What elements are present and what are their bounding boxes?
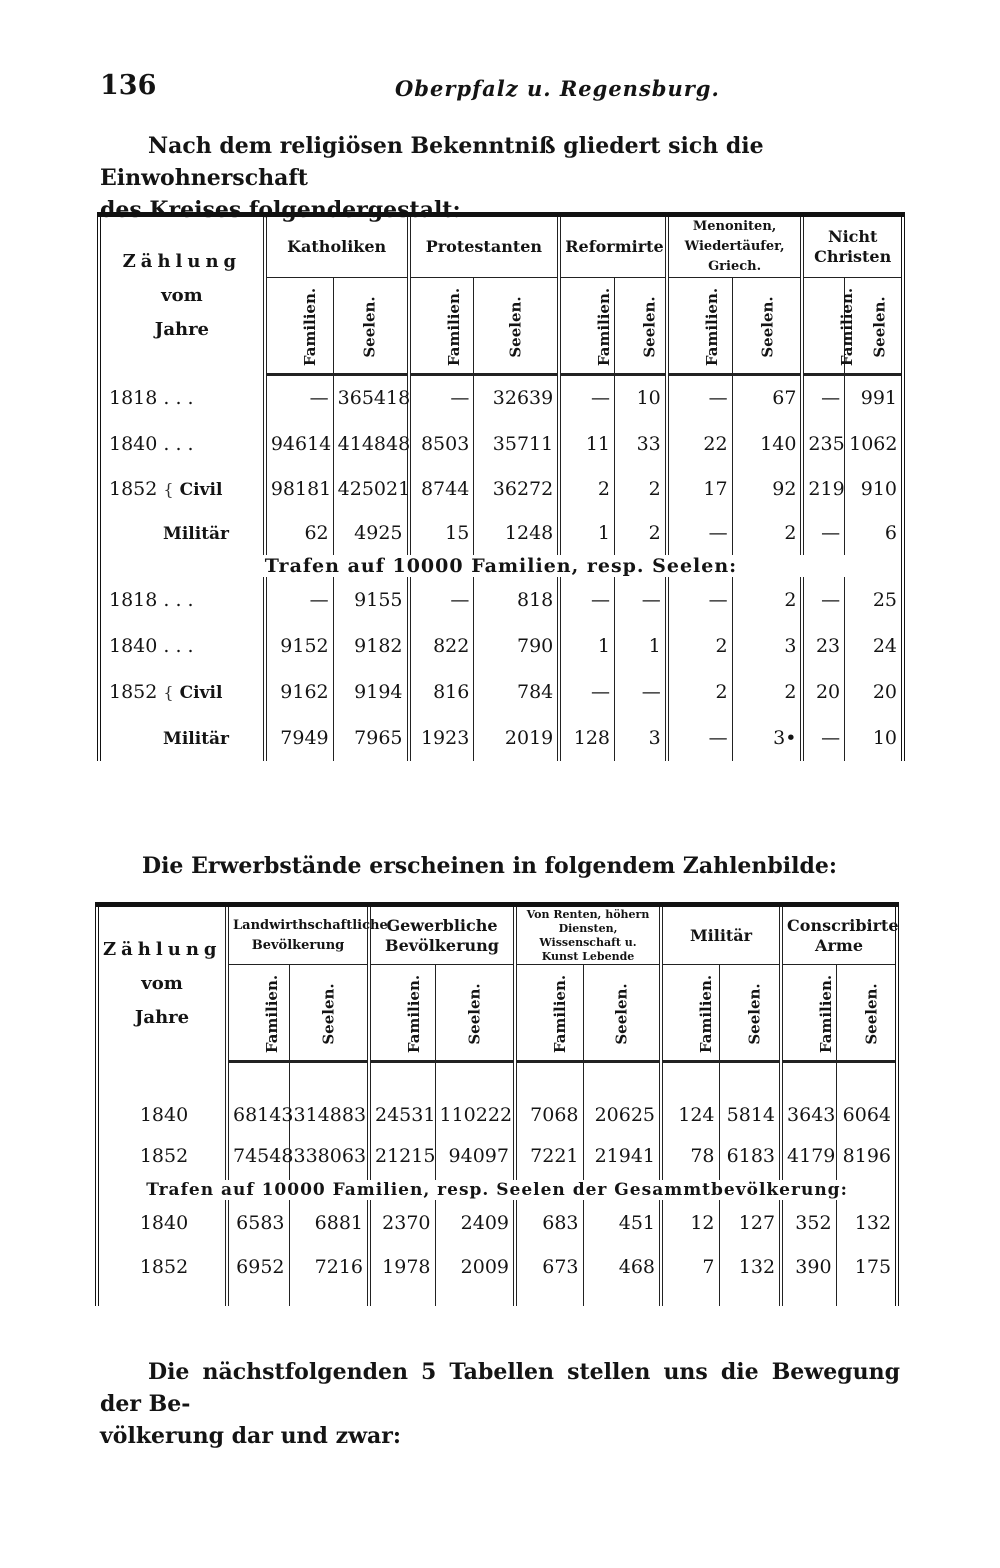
value-cell: 20 <box>802 669 844 715</box>
value-cell: 33 <box>615 421 667 467</box>
value-cell: 1 <box>559 511 614 555</box>
value-cell: 910 <box>845 467 903 511</box>
value-cell: 78 <box>661 1132 719 1180</box>
value-cell: — <box>667 715 732 761</box>
value-cell: 132 <box>719 1246 781 1306</box>
group-header: Landwirthschaftliche Bevölkerung <box>227 905 369 965</box>
table-row <box>99 375 903 421</box>
group-header: Nicht Christen <box>802 215 903 278</box>
value-cell: 2 <box>732 577 802 623</box>
outro-line-1: Die nächstfolgenden 5 Tabellen stellen uns die Bewegung der Be- <box>100 1359 900 1417</box>
value-cell: 24 <box>845 623 903 669</box>
value-cell: — <box>265 577 333 623</box>
religion-table <box>97 212 905 761</box>
table-row <box>99 511 903 555</box>
group-header: Militär <box>661 905 781 965</box>
value-cell: 822 <box>409 623 474 669</box>
year-label: 1852 <box>109 680 158 703</box>
value-cell: 425021 <box>333 467 408 511</box>
column-header: Seelen. <box>615 278 667 375</box>
year-cell <box>99 669 265 715</box>
group-header: Menoniten, Wiedertäufer, Griech. <box>667 215 803 278</box>
value-cell: 2 <box>559 467 614 511</box>
column-header: Seelen. <box>583 965 661 1062</box>
table-row <box>97 1200 897 1246</box>
value-cell: 10 <box>845 715 903 761</box>
value-cell: — <box>667 511 732 555</box>
column-header: Familien. <box>227 965 289 1062</box>
value-cell: 2009 <box>435 1246 515 1306</box>
corner-header <box>99 215 265 375</box>
column-header: Familien. <box>369 965 435 1062</box>
value-cell: 74548 <box>227 1132 289 1180</box>
row-sublabel: Militär <box>163 523 230 544</box>
column-header: Familien. <box>515 965 583 1062</box>
corner-line-3: Jahre <box>134 1007 190 1029</box>
outro-line-2: völkerung dar und zwar: <box>100 1423 401 1449</box>
table-row <box>99 467 903 511</box>
value-cell: 32639 <box>474 375 559 421</box>
year-cell: 1840 <box>139 1211 189 1234</box>
value-cell: 3 <box>615 715 667 761</box>
value-cell: 17 <box>667 467 732 511</box>
corner-line-1: Zählung <box>122 250 242 272</box>
row-sublabel: Civil <box>179 682 223 703</box>
year-label: 1852 <box>109 477 158 500</box>
value-cell: 2 <box>615 511 667 555</box>
value-cell: 818 <box>474 577 559 623</box>
table-row <box>99 715 903 761</box>
table-caption: Trafen auf 10000 Familien, resp. Seelen: <box>264 554 738 577</box>
corner-line-2: vom <box>141 973 183 995</box>
value-cell: 6583 <box>227 1200 289 1246</box>
value-cell: 314883 <box>289 1062 369 1132</box>
corner-line-3: Jahre <box>154 318 209 340</box>
intro-line-2: des Kreises folgendergestalt: <box>100 197 461 223</box>
value-cell: 7221 <box>515 1132 583 1180</box>
year-cell <box>99 467 265 511</box>
value-cell: 8503 <box>409 421 474 467</box>
group-header: Von Renten, höhern Diensten, Wissenschaft u. Kunst Lebende <box>515 905 661 965</box>
brace-glyph: { <box>163 479 174 499</box>
value-cell: 110222 <box>435 1062 515 1132</box>
value-cell: 22 <box>667 421 732 467</box>
value-cell: — <box>802 577 844 623</box>
value-cell: 10 <box>615 375 667 421</box>
value-cell: 21215 <box>369 1132 435 1180</box>
column-header: Familien. <box>661 965 719 1062</box>
value-cell: 8744 <box>409 467 474 511</box>
occupation-table <box>95 902 899 1306</box>
value-cell: 2370 <box>369 1200 435 1246</box>
row-sublabel: Militär <box>163 728 230 749</box>
column-header: Seelen. <box>719 965 781 1062</box>
value-cell: 5814 <box>719 1062 781 1132</box>
brace-glyph: { <box>163 682 174 702</box>
value-cell: 7068 <box>515 1062 583 1132</box>
value-cell: 3 <box>732 623 802 669</box>
value-cell: 9152 <box>265 623 333 669</box>
value-cell: 94614 <box>265 421 333 467</box>
value-cell: 175 <box>836 1246 897 1306</box>
table-row <box>97 1246 897 1306</box>
value-cell: 816 <box>409 669 474 715</box>
column-header: Familien. <box>667 278 732 375</box>
table-row <box>99 577 903 623</box>
value-cell: 6 <box>845 511 903 555</box>
group-header: Conscribirte Arme <box>781 905 897 965</box>
value-cell: 98181 <box>265 467 333 511</box>
table-caption-row <box>99 555 903 577</box>
column-header: Seelen. <box>474 278 559 375</box>
running-title: Oberpfalz u. Regensburg. <box>395 76 720 101</box>
value-cell: — <box>615 669 667 715</box>
value-cell: 3643 <box>781 1062 836 1132</box>
value-cell: 1 <box>615 623 667 669</box>
value-cell: 414848 <box>333 421 408 467</box>
value-cell: 7 <box>661 1246 719 1306</box>
value-cell: 124 <box>661 1062 719 1132</box>
year-cell: 1852 <box>139 1255 189 1278</box>
table-row <box>97 1062 897 1132</box>
value-cell: 20 <box>845 669 903 715</box>
value-cell: 1978 <box>369 1246 435 1306</box>
value-cell: 20625 <box>583 1062 661 1132</box>
value-cell: 23 <box>802 623 844 669</box>
value-cell: 6183 <box>719 1132 781 1180</box>
table-row <box>99 669 903 715</box>
value-cell: 62 <box>265 511 333 555</box>
row-sublabel: Civil <box>179 479 223 500</box>
year-cell <box>99 715 265 761</box>
value-cell: 352 <box>781 1200 836 1246</box>
column-header: Seelen. <box>333 278 408 375</box>
value-cell: 338063 <box>289 1132 369 1180</box>
group-header: Protestanten <box>409 215 560 278</box>
year-cell: 1852 <box>139 1144 189 1167</box>
value-cell: 1 <box>559 623 614 669</box>
table-row <box>99 421 903 467</box>
value-cell: 94097 <box>435 1132 515 1180</box>
year-cell: 1840 . . . <box>109 634 194 657</box>
value-cell: 68143 <box>227 1062 289 1132</box>
column-header: Seelen. <box>836 965 897 1062</box>
value-cell: 9162 <box>265 669 333 715</box>
value-cell: 784 <box>474 669 559 715</box>
page-number: 136 <box>100 70 157 101</box>
value-cell: 468 <box>583 1246 661 1306</box>
value-cell: — <box>802 715 844 761</box>
value-cell: — <box>265 375 333 421</box>
table-caption-row <box>97 1180 897 1200</box>
column-header: Seelen. <box>435 965 515 1062</box>
group-header: Reformirte <box>559 215 667 278</box>
value-cell: — <box>409 375 474 421</box>
value-cell: 2 <box>732 669 802 715</box>
column-header: Seelen. <box>845 278 903 375</box>
value-cell: 9155 <box>333 577 408 623</box>
value-cell: 24531 <box>369 1062 435 1132</box>
corner-header <box>97 905 227 1062</box>
value-cell: 451 <box>583 1200 661 1246</box>
value-cell: 2 <box>667 623 732 669</box>
table-row <box>99 623 903 669</box>
value-cell: — <box>667 375 732 421</box>
value-cell: 683 <box>515 1200 583 1246</box>
intro-line-1: Nach dem religiösen Bekenntniß gliedert sich die Einwohnerschaft <box>100 133 764 191</box>
value-cell: 11 <box>559 421 614 467</box>
value-cell: — <box>802 375 844 421</box>
column-header: Familien. <box>559 278 614 375</box>
value-cell: 9194 <box>333 669 408 715</box>
value-cell: 12 <box>661 1200 719 1246</box>
value-cell: — <box>559 577 614 623</box>
value-cell: 7949 <box>265 715 333 761</box>
value-cell: — <box>802 511 844 555</box>
value-cell: 4925 <box>333 511 408 555</box>
value-cell: 7216 <box>289 1246 369 1306</box>
corner-line-2: vom <box>161 284 203 306</box>
middle-heading: Die Erwerbstände erscheinen in folgendem Zahlenbilde: <box>142 853 838 879</box>
value-cell: 36272 <box>474 467 559 511</box>
value-cell: 673 <box>515 1246 583 1306</box>
value-cell: 991 <box>845 375 903 421</box>
value-cell: 8196 <box>836 1132 897 1180</box>
year-cell: 1818 . . . <box>109 386 194 409</box>
group-header: Katholiken <box>265 215 409 278</box>
value-cell: — <box>559 669 614 715</box>
value-cell: 235 <box>802 421 844 467</box>
column-header: Seelen. <box>732 278 802 375</box>
column-header: Seelen. <box>289 965 369 1062</box>
value-cell: 6064 <box>836 1062 897 1132</box>
value-cell: 21941 <box>583 1132 661 1180</box>
column-header: Familien. <box>781 965 836 1062</box>
value-cell: 2 <box>732 511 802 555</box>
value-cell: 127 <box>719 1200 781 1246</box>
value-cell: 3• <box>732 715 802 761</box>
value-cell: — <box>615 577 667 623</box>
year-cell: 1840 . . . <box>109 432 194 455</box>
value-cell: 2 <box>667 669 732 715</box>
value-cell: 92 <box>732 467 802 511</box>
year-cell: 1818 . . . <box>109 588 194 611</box>
table-row <box>97 1132 897 1180</box>
value-cell: 2 <box>615 467 667 511</box>
year-cell <box>99 511 265 555</box>
value-cell: 4179 <box>781 1132 836 1180</box>
value-cell: 132 <box>836 1200 897 1246</box>
value-cell: 1062 <box>845 421 903 467</box>
value-cell: — <box>559 375 614 421</box>
value-cell: 365418 <box>333 375 408 421</box>
column-header: Familien. <box>409 278 474 375</box>
value-cell: 35711 <box>474 421 559 467</box>
table-caption: Trafen auf 10000 Familien, resp. Seelen der Gesammtbevölkerung: <box>146 1179 848 1200</box>
page-header <box>100 70 900 120</box>
value-cell: 2409 <box>435 1200 515 1246</box>
value-cell: 9182 <box>333 623 408 669</box>
value-cell: 219 <box>802 467 844 511</box>
value-cell: 67 <box>732 375 802 421</box>
value-cell: 390 <box>781 1246 836 1306</box>
group-header: Gewerbliche Bevölkerung <box>369 905 515 965</box>
value-cell: 6881 <box>289 1200 369 1246</box>
value-cell: 790 <box>474 623 559 669</box>
value-cell: 140 <box>732 421 802 467</box>
value-cell: — <box>667 577 732 623</box>
value-cell: 7965 <box>333 715 408 761</box>
value-cell: 128 <box>559 715 614 761</box>
column-header: Familien. <box>265 278 333 375</box>
value-cell: — <box>409 577 474 623</box>
value-cell: 1923 <box>409 715 474 761</box>
outro-paragraph <box>100 1356 900 1452</box>
year-cell: 1840 <box>139 1103 189 1126</box>
value-cell: 2019 <box>474 715 559 761</box>
value-cell: 15 <box>409 511 474 555</box>
corner-line-1: Zählung <box>103 939 222 961</box>
value-cell: 25 <box>845 577 903 623</box>
column-header: Familien. <box>802 278 844 375</box>
value-cell: 1248 <box>474 511 559 555</box>
value-cell: 6952 <box>227 1246 289 1306</box>
